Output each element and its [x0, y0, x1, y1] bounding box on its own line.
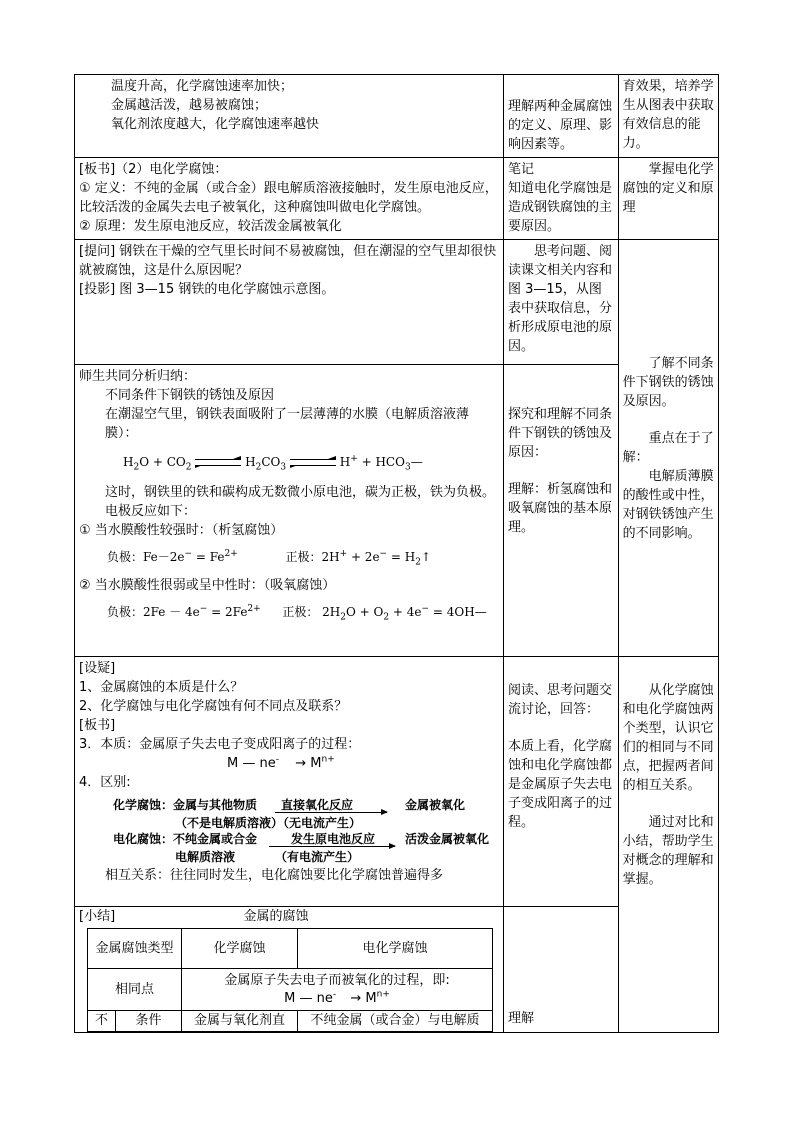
teaching-content-cell	[75, 657, 504, 907]
text-line: 不同条件下钢铁的锈蚀及原因	[105, 388, 275, 403]
design-intent-cell	[618, 657, 718, 1033]
eq-text: = Fe	[192, 550, 225, 564]
text-block: 笔记 知道电化学腐蚀是造成钢铁腐蚀的主要原因。	[507, 162, 612, 234]
eq-text: = H	[387, 550, 416, 564]
table-row	[75, 657, 719, 907]
eq-text: → M	[350, 990, 377, 1006]
text-block: 重点在于了解：	[622, 430, 714, 465]
text-line	[79, 907, 499, 926]
design-intent-cell	[618, 240, 718, 657]
arrow-icon	[269, 846, 395, 847]
text-line: [板书]（2）电化学腐蚀：	[79, 162, 228, 177]
text-line: 金属越活泼，越易被腐蚀；	[111, 98, 268, 113]
text-line: 3．本质：金属原子失去电子变成阳离子的过程：	[79, 737, 361, 752]
student-activity-cell	[503, 657, 618, 907]
formula-line: M — $ne^- \to M^{n+}$	[227, 754, 335, 771]
eq-text: —	[410, 455, 423, 469]
text-line: [板书]	[79, 718, 116, 733]
diagram-label: 直接氧化反应	[281, 798, 354, 812]
design-intent-cell	[618, 75, 718, 158]
text-block: 从化学腐蚀和电化学腐蚀两个类型，认识它们的相同与不同点，把握两者间的相互关系。	[622, 683, 714, 793]
eq-text: M — ne	[284, 990, 333, 1006]
reversible-arrow-icon	[290, 456, 336, 470]
table-row	[88, 1011, 493, 1032]
text-line: 在潮湿空气里，钢铁表面吸附了一层薄薄的水膜（电解质溶液薄膜）：	[105, 407, 470, 441]
table-cell: 不	[88, 1011, 116, 1032]
eq-text: n+	[376, 989, 390, 1000]
eq-text: H	[245, 455, 256, 469]
eq-text: O + O	[346, 605, 384, 619]
corrosion-comparison-diagram	[79, 792, 499, 854]
table-header: 金属腐蚀类型	[88, 929, 182, 969]
page	[74, 74, 719, 1039]
text-line: [提问] 钢铁在干燥的空气里长时间不易被腐蚀，但在潮湿的空气里却很快就被腐蚀，这是什么原因呢？	[79, 244, 497, 278]
table-header: 电化学腐蚀	[298, 929, 493, 969]
table-row	[75, 75, 719, 158]
text-line: [设疑]	[79, 661, 116, 676]
eq-text: n+	[321, 754, 335, 765]
eq-text: + 4e	[389, 605, 422, 619]
table-row	[88, 929, 493, 969]
table-cell	[182, 969, 493, 1011]
teaching-content-cell	[75, 240, 504, 365]
text-line: 温度升高，化学腐蚀速率加快；	[111, 79, 294, 94]
diagram-label: 化学腐蚀：金属与其他物质	[113, 798, 258, 812]
summary-tag: [小结]	[79, 909, 116, 924]
eq-text: 正极：2H	[285, 550, 340, 564]
text-block: 育效果，培养学生从图表中获取有效信息的能力。	[622, 79, 714, 151]
hydrogen-evolution-equations: 负极：$Fe-2e^- = Fe^{2+}$ 正极：$2H^+ + 2e^- = H_2↑$	[107, 549, 432, 568]
eq-text: H	[123, 455, 134, 469]
diagram-label: 电化腐蚀：不纯金属或合金	[113, 832, 258, 846]
teaching-content-cell	[75, 75, 504, 158]
text-block: 思考问题、阅读课文相关内容和图 3—15，从图表中获取信息，分析形成原电池的原因。	[507, 244, 612, 354]
text-block: 电解质薄膜的酸性或中性，对钢铁锈蚀产生的不同影响。	[622, 468, 714, 541]
eq-text: = 4OH	[429, 605, 475, 619]
text-block: 理解：析氢腐蚀和吸氧腐蚀的基本原理。	[507, 482, 612, 535]
text-line: ① 定义：不纯的金属（或合金）跟电解质溶液接触时，发生原电池反应，比较活泼的金属失去电子被氧化，这种腐蚀叫做电化学腐蚀。	[79, 181, 498, 215]
table-row	[75, 158, 719, 240]
text-line: 2、化学腐蚀与电化学腐蚀有何不同点及联系？	[79, 699, 348, 714]
eq-text: CO	[261, 455, 281, 469]
eq-text: —	[474, 605, 487, 619]
teaching-content-cell	[75, 907, 504, 1033]
eq-text: H	[339, 455, 351, 469]
summary-title: 金属的腐蚀	[243, 909, 309, 924]
diagram-label: （不是电解质溶液）（无电流产生）	[175, 816, 362, 830]
diagram-label: 金属被氧化	[405, 798, 466, 812]
diagram-label: 活泼金属被氧化	[405, 832, 490, 846]
text-block: 探究和理解不同条件下钢铁的锈蚀及原因：	[507, 407, 612, 460]
eq-text: → M	[295, 756, 322, 771]
student-activity-cell	[503, 158, 618, 240]
diagram-label: 电解质溶液	[175, 850, 236, 864]
text-line: 1、金属腐蚀的本质是什么？	[79, 680, 244, 695]
eq-text: 负极：2Fe － 4e	[107, 605, 200, 619]
eq-text: = 2Fe	[207, 605, 248, 619]
oxygen-absorption-equations: 负极：$2Fe - 4e^- = 2Fe^{2+}$ 正极： $2H_2O + O_2 + 4e^-$ = 4OH—	[107, 604, 487, 623]
lesson-plan-table	[74, 74, 719, 1033]
text-line: [投影] 图 3—15 钢铁的电化学腐蚀示意图。	[79, 282, 335, 297]
table-header: 化学腐蚀	[182, 929, 298, 969]
table-cell: 条件	[116, 1011, 182, 1032]
student-activity-cell	[503, 240, 618, 365]
teaching-content-cell	[75, 158, 504, 240]
formula-line: M — $ne^- \to M^{n+}$	[284, 989, 390, 1006]
table-cell: 不纯金属（或合金）与电解质	[298, 1011, 493, 1032]
text-line: ② 原理：发生原电池反应，较活泼金属被氧化	[79, 219, 342, 234]
eq-text: + 2e	[347, 550, 380, 564]
eq-text: ↑	[420, 550, 432, 564]
cell-text: 金属原子失去电子而被氧化的过程，即:	[224, 972, 450, 988]
eq-text: + HCO	[357, 455, 405, 469]
text-block: 通过对比和小结，帮助学生对概念的理解和掌握。	[622, 815, 714, 887]
design-intent-cell	[618, 158, 718, 240]
text-line: 相互关系：往往同时发生，电化腐蚀要比化学腐蚀普遍得多	[105, 868, 444, 883]
table-row	[75, 240, 719, 365]
diagram-label: 发生原电池反应	[291, 832, 376, 846]
eq-text: O + CO	[139, 455, 186, 469]
corrosion-comparison-diagram-row2	[79, 848, 499, 866]
text-block: 本质上看，化学腐蚀和电化学腐蚀都是金属原子失去电子变成阳离子的过程。	[507, 739, 612, 830]
arrow-icon	[275, 812, 387, 813]
eq-text: 负极：Fe－2e	[107, 550, 185, 564]
text-line: 氧化剂浓度越大，化学腐蚀速率越快	[111, 117, 320, 132]
equilibrium-equation: $H_2O + CO_2$ $H_2CO_3$ $H^+ + HCO_3—$	[123, 454, 423, 473]
text-block: 理解两种金属腐蚀的定义、原理、影响因素等。	[507, 99, 612, 152]
text-block: 了解不同条件下钢铁的锈蚀及原因。	[622, 355, 714, 409]
teaching-content-cell	[75, 365, 504, 657]
eq-text: 正极： 2H	[282, 605, 341, 619]
diagram-label: （有电流产生）	[275, 850, 360, 864]
student-activity-cell	[503, 907, 618, 1033]
eq-text: M — ne	[227, 756, 276, 771]
text-line: ① 当水膜酸性较强时：（析氢腐蚀）	[79, 523, 284, 538]
text-block: 掌握电化学腐蚀的定义和原理	[622, 162, 714, 215]
table-row	[88, 969, 493, 1011]
text-line: ② 当水膜酸性很弱或呈中性时：（吸氧腐蚀）	[79, 578, 336, 593]
reversible-arrow-icon	[195, 456, 241, 470]
text-line: 4．区别:	[79, 775, 131, 790]
text-block: 理解	[507, 1011, 534, 1026]
student-activity-cell	[503, 75, 618, 158]
text-line: 这时，钢铁里的铁和碳构成无数微小原电池，碳为正极，铁为负极。电极反应如下：	[105, 485, 496, 519]
table-cell: 金属与氧化剂直	[182, 1011, 298, 1032]
student-activity-cell	[503, 365, 618, 657]
table-cell: 相同点	[88, 969, 182, 1011]
text-block: 阅读、思考问题交流讨论，回答：	[507, 683, 612, 717]
summary-table	[87, 928, 493, 1032]
text-line: 师生共同分析归纳：	[79, 369, 197, 384]
